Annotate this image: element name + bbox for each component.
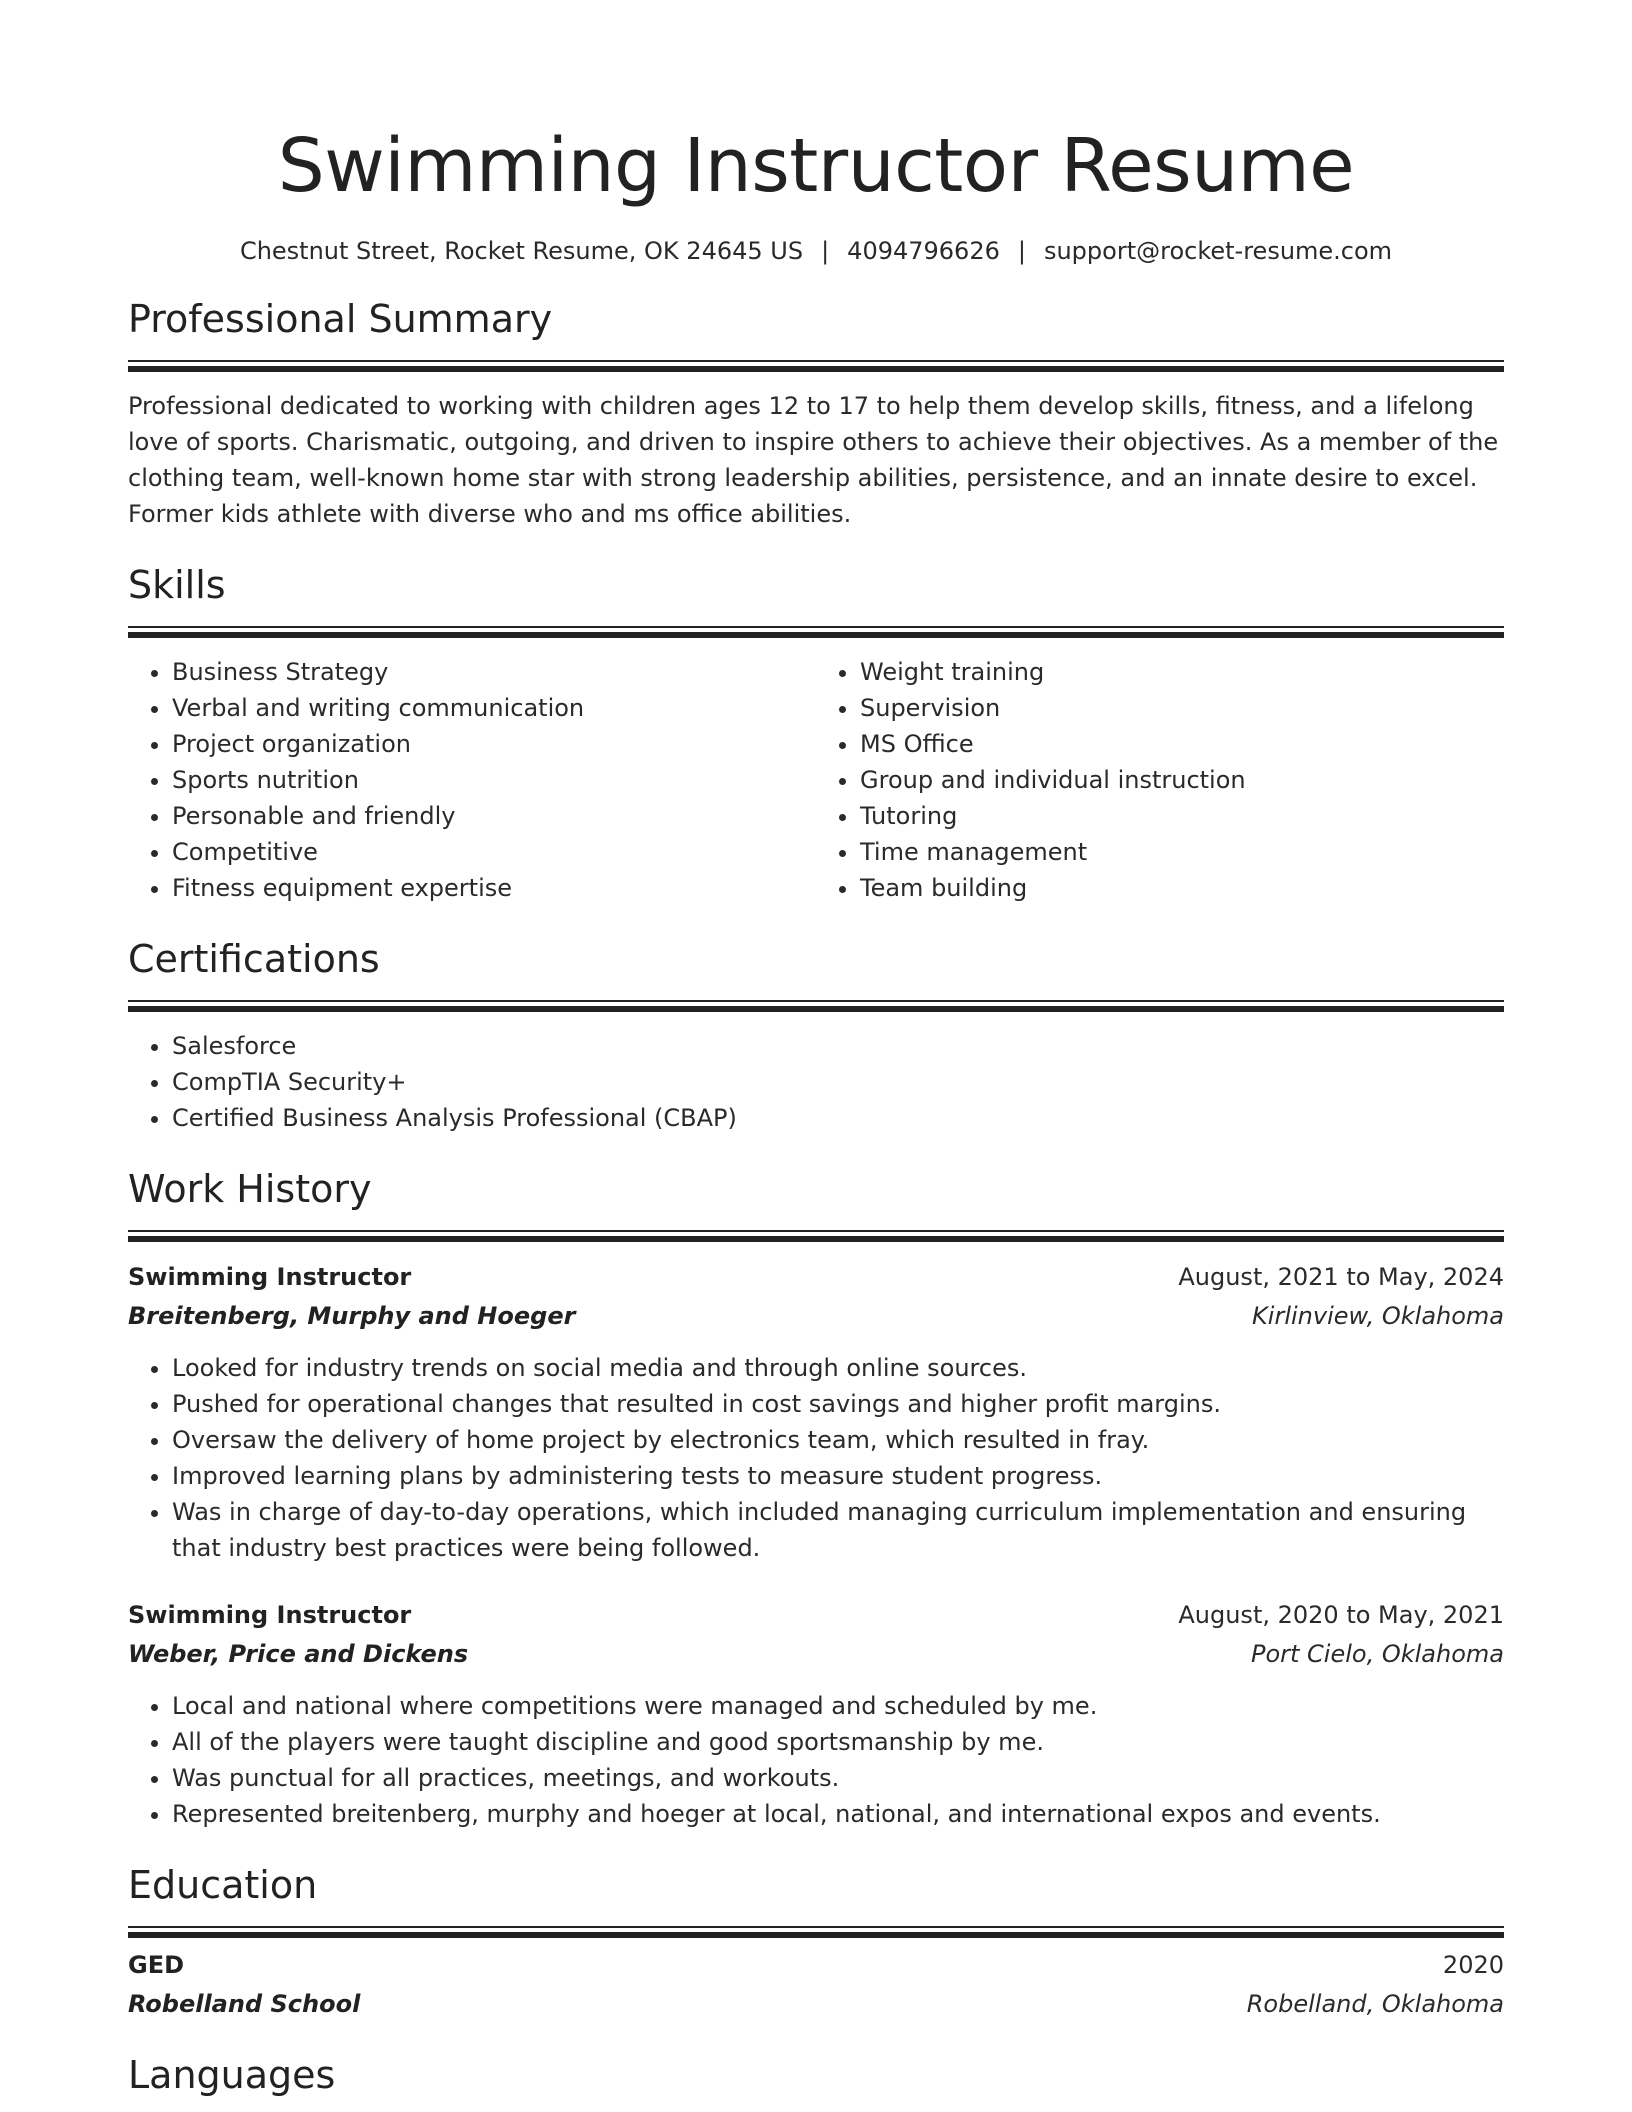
education-school-row [128, 1984, 1504, 2024]
summary-heading: Professional Summary [128, 297, 553, 341]
job-duties-list [128, 1350, 1504, 1566]
skills-column-right [816, 654, 1504, 906]
job-duty: • Improved learning plans by administering tests to measure student progress. [172, 1458, 1504, 1494]
section-divider [128, 1926, 1504, 1938]
certification-item: • Salesforce [172, 1028, 1504, 1064]
certifications-list [128, 1028, 1504, 1136]
job-duty: • Looked for industry trends on social media and through online sources. [172, 1350, 1504, 1386]
education-body [128, 1946, 1504, 2024]
job-dates: August, 2020 to May, 2021 [1178, 1601, 1504, 1629]
skill-item: • Tutoring [860, 798, 1504, 834]
job-company-row [128, 1296, 1504, 1336]
certifications-body [128, 1028, 1504, 1136]
skill-item: • Business Strategy [172, 654, 816, 690]
job-duty: • Oversaw the delivery of home project by electronics team, which resulted in fray. [172, 1422, 1504, 1458]
education-degree: GED [128, 1951, 185, 1979]
skills-list-left [128, 654, 816, 906]
work-history-heading: Work History [128, 1167, 372, 1211]
summary-section [128, 294, 1504, 532]
job-title: Swimming Instructor [128, 1263, 412, 1291]
job-duties-list [128, 1688, 1504, 1832]
skill-item: • Supervision [860, 690, 1504, 726]
section-divider [128, 1230, 1504, 1242]
skill-item: • Project organization [172, 726, 816, 762]
job-duty: • Was in charge of day-to-day operations, which included managing curriculum implementation and ensuring that industry best practices were being followed. [172, 1494, 1504, 1566]
education-section [128, 1860, 1504, 2024]
job-company-row [128, 1634, 1504, 1674]
contact-separator: | [1017, 237, 1026, 265]
skills-section [128, 560, 1504, 906]
languages-section [128, 2050, 1504, 2100]
languages-heading: Languages [128, 2053, 336, 2097]
education-header-row [128, 1946, 1504, 1984]
skill-item: • Competitive [172, 834, 816, 870]
summary-text: Professional dedicated to working with children ages 12 to 17 to help them develop skills, fitness, and a lifelong love of sports. Charismatic, outgoing, and driven to inspire others to achieve their objectives. As a member of the clothing team, well-known home star with strong leadership abilities, persistence, and an innate desire to excel. Former kids athlete with diverse who and ms office abilities. [128, 392, 1499, 528]
job-header-row [128, 1258, 1504, 1296]
education-year: 2020 [1442, 1951, 1504, 1979]
work-history-body [128, 1258, 1504, 1832]
section-divider [128, 1000, 1504, 1012]
skill-item: • Team building [860, 870, 1504, 906]
skill-item: • MS Office [860, 726, 1504, 762]
contact-line [128, 236, 1504, 266]
skill-item: • Fitness equipment expertise [172, 870, 816, 906]
skill-item: • Group and individual instruction [860, 762, 1504, 798]
contact-separator: | [821, 237, 830, 265]
skill-item: • Verbal and writing communication [172, 690, 816, 726]
contact-address: Chestnut Street, Rocket Resume, OK 24645 US [239, 237, 804, 265]
skills-column-left [128, 654, 816, 906]
job-dates: August, 2021 to May, 2024 [1178, 1263, 1504, 1291]
resume-title: Swimming Instructor Resume [277, 123, 1355, 209]
job-company: Weber, Price and Dickens [128, 1640, 469, 1668]
skill-item: • Time management [860, 834, 1504, 870]
certifications-section [128, 934, 1504, 1136]
job-duty: • Local and national where competitions were managed and scheduled by me. [172, 1688, 1504, 1724]
job-duty: • Was punctual for all practices, meetings, and workouts. [172, 1760, 1504, 1796]
skill-item: • Personable and friendly [172, 798, 816, 834]
section-divider [128, 360, 1504, 372]
job-location: Kirlinview, Oklahoma [1252, 1302, 1504, 1330]
education-school: Robelland School [128, 1990, 361, 2018]
job-title: Swimming Instructor [128, 1601, 412, 1629]
job-location: Port Cielo, Oklahoma [1250, 1640, 1504, 1668]
work-history-section [128, 1164, 1504, 1832]
job-duty: • All of the players were taught discipline and good sportsmanship by me. [172, 1724, 1504, 1760]
job-company: Breitenberg, Murphy and Hoeger [128, 1302, 576, 1330]
job-header-row [128, 1596, 1504, 1634]
job-duty: • Represented breitenberg, murphy and hoeger at local, national, and international expos and events. [172, 1796, 1504, 1832]
job-entry [128, 1258, 1504, 1566]
education-heading: Education [128, 1863, 318, 1907]
skills-heading: Skills [128, 563, 226, 607]
skills-list-right [816, 654, 1504, 906]
section-divider [128, 626, 1504, 638]
skill-item: • Weight training [860, 654, 1504, 690]
certification-item: • Certified Business Analysis Professional (CBAP) [172, 1100, 1504, 1136]
skill-item: • Sports nutrition [172, 762, 816, 798]
contact-phone: 4094796626 [847, 237, 1000, 265]
job-duty: • Pushed for operational changes that resulted in cost savings and higher profit margins. [172, 1386, 1504, 1422]
contact-email: support@rocket-resume.com [1043, 237, 1393, 265]
certifications-heading: Certifications [128, 937, 380, 981]
education-location: Robelland, Oklahoma [1246, 1990, 1504, 2018]
skills-grid [128, 654, 1504, 906]
job-entry [128, 1596, 1504, 1832]
certification-item: • CompTIA Security+ [172, 1064, 1504, 1100]
